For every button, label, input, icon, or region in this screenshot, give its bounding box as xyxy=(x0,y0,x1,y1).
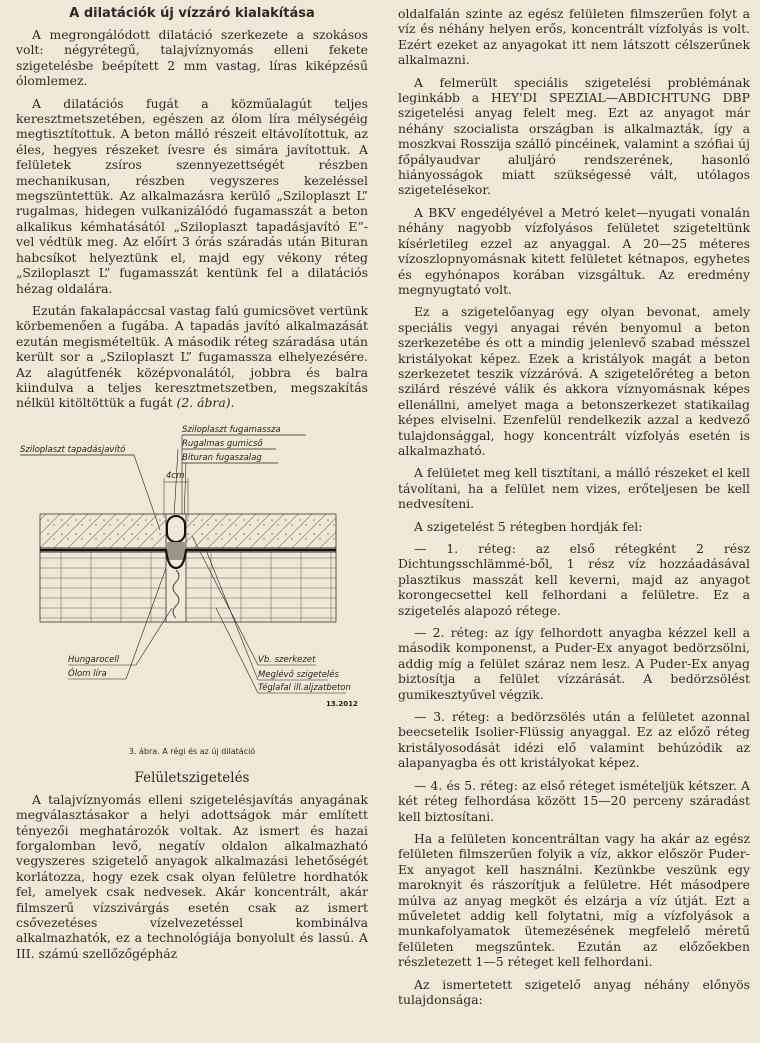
label-vb-szerkezet: Vb. szerkezet xyxy=(258,654,316,665)
paragraph: A talajvíznyomás elleni szigetelésjavítás anyagának megválasztásakor a helyi adottságok már említett tényezői meghatározók voltak. Az ismert és hazai forgalomban levő, negatív oldalon alkalmazható vegyszeres szigetelő anyagok alkalmazási lehetőségét korlátozza, hogy ezek csak olyan felületre hordhatók fel, amelyek csak nedvesek. Akár koncentrált, akár filmszerű vízszivárgás esetén csak az ismert csővezetéses vízelvezetéssel kombinálva alkalmazhatók, ez a technológiája bonyolult és lassú. A III. számú szellőzőgépház xyxy=(16,791,368,961)
figure-reference: (2. ábra). xyxy=(176,395,235,411)
paragraph: A felületet meg kell tisztítani, a málló részeket el kell távolítani, ha a felület nem vizes, erőteljesen be kell nedvesíteni. xyxy=(398,465,750,512)
figure-dilatation xyxy=(16,418,368,743)
dilatation-diagram xyxy=(16,418,368,743)
paragraph xyxy=(16,303,368,411)
paragraph: Ha a felületen koncentráltan vagy ha akár az egész felületen filmszerűen folyik a víz, akkor először Puder-Ex anyagot kell használni. Kezünkbe veszünk egy maroknyit és rászorítjuk a felületre. Hét másodpere múlva az anyag megköt és elzárja a víz útját. Ezt a műveletet addig kell folytatni, míg a vízfolyások a munkafolyamatok ütemezésének megfelelő méretű felületen megszűntek. Ezután az előzőekben részletezett 1—5 réteget kell felhordani. xyxy=(398,830,750,970)
right-column xyxy=(398,6,750,1014)
paragraph-text: Ezután fakalapáccsal vastag falú gumicsövet vertünk körbemenően a fugába. A tapadás javító alkalmazását ezután megismételtük. A második réteg száradása után került sor a „Sziloplaszt L” fugamassza elhelyezésére. Az alagútfenék középvonalától, jobbra és balra kiindulva a teljes keresztmetszetben, megszakítás nélkül kitöltöttük a fugát xyxy=(16,302,368,411)
left-column xyxy=(16,6,368,968)
paragraph: A megrongálódott dilatáció szerkezete a szokásos volt: négyrétegű, talajvíznyomás elleni fekete szigetelésbe beépített 2 mm vastag, líras kiképzésű ólomlemez. xyxy=(16,27,368,89)
label-teglafal: Téglafal ill.aljzatbeton xyxy=(258,682,351,693)
paragraph: — 1. réteg: az első rétegként 2 rész Dichtungsschlämmé-ből, 1 rész víz hozzáadásával plasztikus masszát kell keverni, majd az anyagot korongecsettel kell felhordani a felületre. Ez a szigetelés alapozó rétege. xyxy=(398,541,750,618)
paragraph: A BKV engedélyével a Metró kelet—nyugati vonalán néhány nagyobb vízfolyásos felületet szigeteltünk kísérletileg ezzel az anyaggal. A 20—25 méteres vízoszlopnyomásnak kitett felületet kétnapos, egyhetes és egyhónapos korában vizsgáltuk. Az eredmény megnyugtató volt. xyxy=(398,204,750,297)
label-bituran-fugaszalag: Bituran fugaszalag xyxy=(182,452,262,463)
paragraph: A dilatációs fugát a közműalagút teljes keresztmetszetében, egészen az ólom líra mélységéig megtisztítottuk. A beton málló részeit eltávolítottuk, az éles, hegyes részeket ívesre és simára javítottuk. A felületek zsíros szennyezettségét részben mechanikusan, részben vegyszeres kezeléssel megszüntettük. Az alkalmazásra kerülő „Sziloplaszt L” rugalmas, hidegen vulkanizálódó fugamasszát a beton alkalikus kémhatásától „Sziloplaszt tapadásjavító E”-vel védtük meg. Az előírt 3 órás száradás után Bituran habcsíkot helyeztünk el, majd egy vékony réteg „Sziloplaszt L” fugamasszát kentünk fel a dilatációs hézag oldalára. xyxy=(16,95,368,296)
paragraph: oldalfalán szinte az egész felületen filmszerűen folyt a víz és néhány helyen erős, koncentrált vízfolyás is volt. Ezért ezeket az anyagokat itt nem látszott célszerűnek alkalmazni. xyxy=(398,6,750,68)
label-dimension: 4cm xyxy=(166,470,185,481)
label-code: 13.2012 xyxy=(326,699,358,708)
paragraph: — 4. és 5. réteg: az első réteget ismételjük kétszer. A két réteg felhordása között 15—20 perceny száradást kell biztosítani. xyxy=(398,777,750,824)
label-tapadasjavito: Sziloplaszt tapadásjavító xyxy=(20,444,126,455)
figure-caption: 3. ábra. A régi és az új dilatáció xyxy=(128,746,256,756)
paragraph: A szigetelést 5 rétegben hordják fel: xyxy=(414,518,643,534)
paragraph: Az ismertetett szigetelő anyag néhány előnyös tulajdonsága: xyxy=(398,976,750,1007)
paragraph: — 2. réteg: az így felhordott anyagba kézzel kell a második komponenst, a Puder-Ex anyagot bedörzsölni, addig míg a felület száraz nem lesz. A Puder-Ex anyag biztosítja a felület vízzárását. A bedörzsölést gumikesztyűvel végzik. xyxy=(398,625,750,702)
paragraph: Ez a szigetelőanyag egy olyan bevonat, amely speciális vegyi anyagai révén benyomul a beton szerkezetébe és ott a mindig jelenlevő szabad mésszel kristályokat képez. Ezek a kristályok magát a beton szerkezetet teszik vízzáróvá. A szigetelőréteg a beton szilárd részévé válik és akkora víznyomásnak képes ellenállni, amelyet maga a betonszerkezet statikailag képes elviselni. Ezenfelül rendelkezik azzal a kedvező tulajdonsággal, hogy koncentrált vízfolyás esetén is alkalmazható. xyxy=(398,304,750,458)
label-olom-lira: Ólom líra xyxy=(68,668,107,679)
subsection-title: Felületszigetelés xyxy=(134,769,250,786)
paragraph: — 3. réteg: a bedörzsölés után a felületet azonnal beecsetelik Isolier-Flüssig anyaggal. Ez az előző réteg kristályosodását idézi elő valamint behúzódik az alapanyagba és ott kristályokat képez. xyxy=(398,709,750,771)
label-sziloplaszt-fugamassza: Sziloplaszt fugamassza xyxy=(182,424,281,435)
label-hungarocell: Hungarocell xyxy=(68,654,120,665)
paragraph: A felmerült speciális szigetelési problémának leginkább a HEY'DI SPEZIAL—ABDICHTUNG DBP szigetelési anyag felelt meg. Ezt az anyagot már néhány szocialista országban is alkalmazták, így a moszkvai Rosszija szálló pincéinek, valamint a szófiai új főpályaudvar aluljáró rendszerének, hasonló hiányosságok miatt szükségessé vált, utólagos szigetelésekor. xyxy=(398,74,750,198)
label-rugalmas-gumicso: Rugalmas gumicső xyxy=(182,438,263,449)
label-meglevo-szigeteles: Meglévő szigetelés xyxy=(258,669,339,680)
section-title: A dilatációk új vízzáró kialakítása xyxy=(69,6,315,21)
